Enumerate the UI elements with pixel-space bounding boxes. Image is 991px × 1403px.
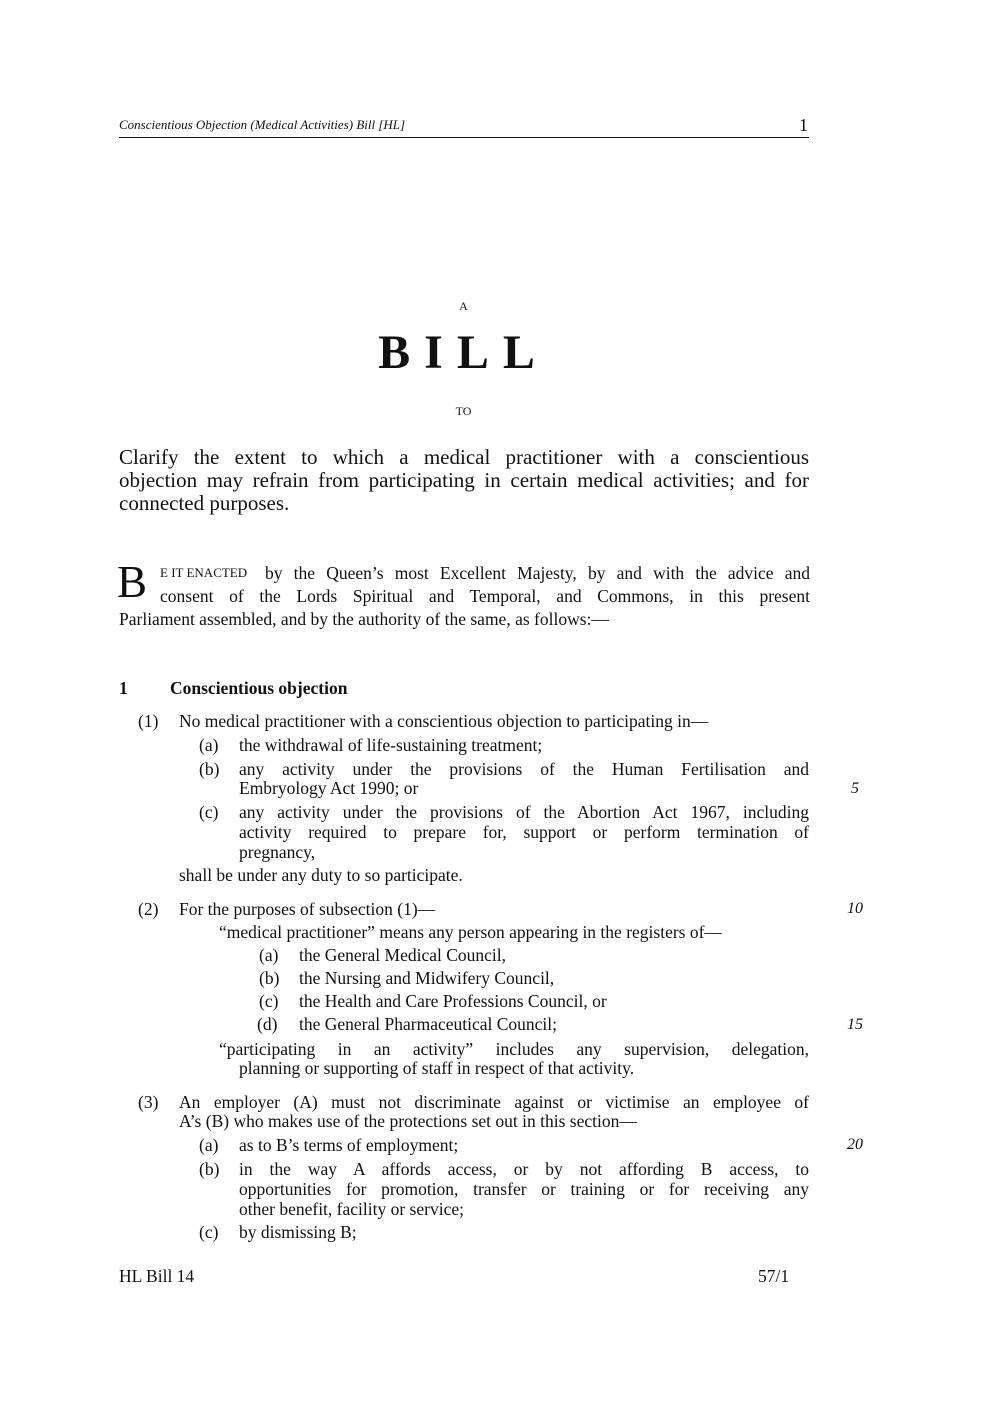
enacting-line-1 [160, 563, 810, 583]
margin-line-number: 5 [851, 780, 859, 797]
subsection-number: (1) [138, 711, 159, 731]
subsection-number: (3) [138, 1092, 159, 1112]
subsection-number: (2) [138, 899, 159, 919]
bill-heading: BILL [378, 326, 549, 379]
preamble-a: A [459, 299, 468, 313]
paragraph-number: (b) [199, 1159, 220, 1179]
margin-line-number: 10 [847, 900, 863, 917]
paragraph-number: (b) [259, 968, 280, 988]
subsection-text: No medical practitioner with a conscientious objection to participating in— [179, 711, 709, 731]
paragraph-text: other benefit, facility or service; [239, 1199, 464, 1219]
long-title-line: objection may refrain from participating in certain medical activities; and for [119, 468, 809, 492]
long-title-line: connected purposes. [119, 491, 290, 515]
section-number: 1 [119, 678, 128, 698]
header-rule [119, 137, 809, 138]
subsection-text: An employer (A) must not discriminate against or victimise an employee of [179, 1092, 809, 1112]
enacting-line-3: Parliament assembled, and by the authority of the same, as follows:— [119, 609, 609, 629]
paragraph-text: the Health and Care Professions Council, or [299, 991, 607, 1011]
paragraph-number: (c) [199, 802, 219, 822]
paragraph-text: the General Medical Council, [299, 945, 507, 965]
paragraph-text: Embryology Act 1990; or [239, 778, 419, 798]
enacting-smallcaps: E IT ENACTED [160, 565, 248, 580]
paragraph-text: by dismissing B; [239, 1222, 357, 1242]
margin-line-number: 20 [847, 1136, 863, 1153]
paragraph-number: (c) [199, 1222, 219, 1242]
paragraph-text: activity required to prepare for, support or perform termination of [239, 822, 809, 842]
paragraph-text: pregnancy, [239, 842, 316, 862]
margin-line-number: 15 [847, 1016, 863, 1033]
paragraph-number: (b) [199, 759, 220, 779]
subsection-closing: shall be under any duty to so participate. [179, 865, 463, 885]
paragraph-number: (a) [199, 735, 219, 755]
page-number: 1 [799, 115, 808, 135]
subsection-text: For the purposes of subsection (1)— [179, 899, 436, 919]
long-title-line: Clarify the extent to which a medical practitioner with a conscientious [119, 445, 809, 469]
paragraph-text: the General Pharmaceutical Council; [299, 1014, 558, 1034]
paragraph-number: (a) [199, 1135, 219, 1155]
footer-bill-reference: HL Bill 14 [119, 1266, 195, 1286]
section-title: Conscientious objection [170, 678, 348, 698]
subsection-text: A’s (B) who makes use of the protections set out in this section— [179, 1111, 637, 1131]
paragraph-text: any activity under the provisions of the Abortion Act 1967, including [239, 802, 809, 822]
paragraph-text: opportunities for promotion, transfer or training or for receiving any [239, 1179, 809, 1199]
enacting-text: by the Queen’s most Excellent Majesty, by and with the advice and [265, 563, 810, 583]
paragraph-text: the Nursing and Midwifery Council, [299, 968, 555, 988]
footer-print-reference: 57/1 [758, 1266, 790, 1286]
paragraph-number: (d) [257, 1014, 278, 1034]
paragraph-text: the withdrawal of life-sustaining treatment; [239, 735, 543, 755]
definition-text: “participating in an activity” includes any supervision, delegation, [219, 1039, 809, 1059]
running-header-title: Conscientious Objection (Medical Activities) Bill [HL] [119, 117, 406, 132]
paragraph-text: any activity under the provisions of the Human Fertilisation and [239, 759, 809, 779]
paragraph-number: (a) [259, 945, 279, 965]
paragraph-number: (c) [259, 991, 279, 1011]
enacting-dropcap: B [117, 557, 148, 607]
paragraph-text: as to B’s terms of employment; [239, 1135, 459, 1155]
enacting-line-2: consent of the Lords Spiritual and Temporal, and Commons, in this present [160, 586, 810, 606]
definition-text: “medical practitioner” means any person appearing in the registers of— [219, 922, 722, 942]
paragraph-text: in the way A affords access, or by not affording B access, to [239, 1159, 809, 1179]
preamble-to: TO [455, 404, 472, 418]
definition-text: planning or supporting of staff in respect of that activity. [239, 1058, 635, 1078]
